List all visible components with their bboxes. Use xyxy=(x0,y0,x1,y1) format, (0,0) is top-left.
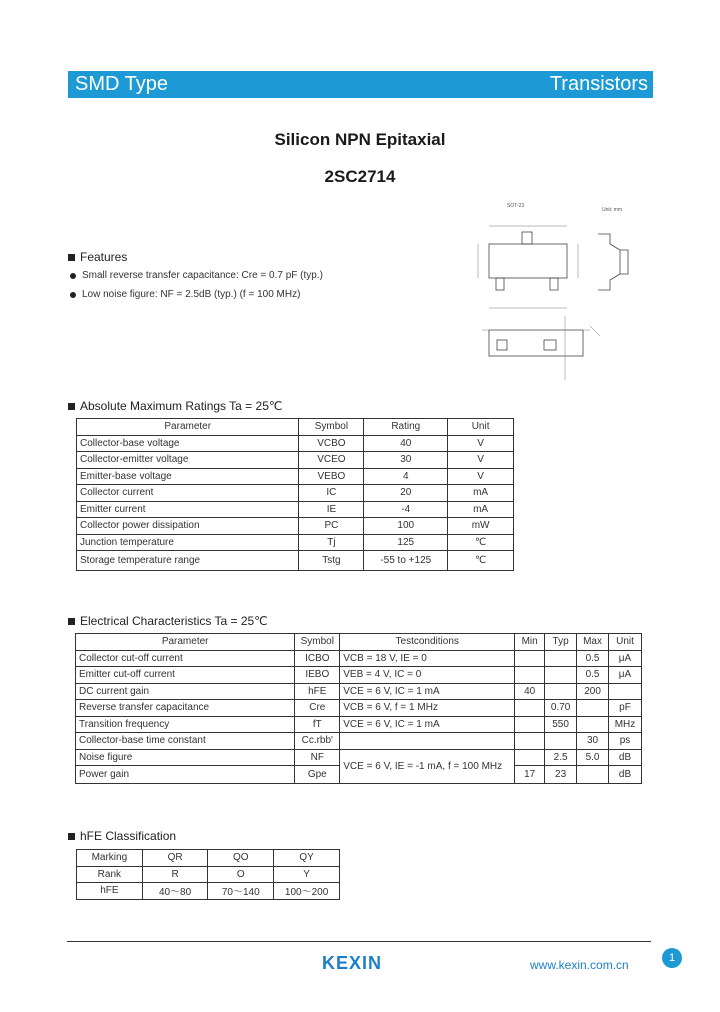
features-heading: Features xyxy=(68,250,127,264)
table-row: Noise figure NF VCE = 6 V, IE = -1 mA, f = 100 MHz 2.5 5.0 dB xyxy=(76,749,642,766)
footer-divider xyxy=(67,941,651,942)
package-top-body xyxy=(489,244,567,278)
feature-item: Small reverse transfer capacitance: Cre = 0.7 pF (typ.) xyxy=(70,270,323,281)
table-row: DC current gain hFE VCE = 6 V, IC = 1 mA 40 200 xyxy=(76,683,642,700)
square-bullet-icon xyxy=(68,403,75,410)
table-row: Rank R O Y xyxy=(77,866,340,883)
table-row: Collector-emitter voltage VCEO 30 V xyxy=(77,452,514,469)
package-name-label: SOT-23 xyxy=(507,203,525,209)
abs-max-heading: Absolute Maximum Ratings Ta = 25℃ xyxy=(68,399,282,413)
bullet-icon xyxy=(70,273,76,279)
page-title: Silicon NPN Epitaxial xyxy=(274,130,446,149)
table-header-row: Parameter Symbol Rating Unit xyxy=(77,419,514,436)
elec-table xyxy=(75,633,642,784)
package-unit-label: Unit: mm xyxy=(602,207,622,213)
table-row: hFE 40～80 70～140 100～200 xyxy=(77,883,340,900)
table-row: Transition frequency fT VCE = 6 V, IC = 1 mA 550 MHz xyxy=(76,716,642,733)
square-bullet-icon xyxy=(68,618,75,625)
header-right-text: Transistors xyxy=(549,73,648,95)
header-left-text: SMD Type xyxy=(75,73,168,95)
table-row: Reverse transfer capacitance Cre VCB = 6 V, f = 1 MHz 0.70 pF xyxy=(76,700,642,717)
table-row: Storage temperature range Tstg -55 to +125 ℃ xyxy=(77,551,514,571)
table-row: Collector power dissipation PC 100 mW xyxy=(77,518,514,535)
square-bullet-icon xyxy=(68,254,75,261)
package-side-view xyxy=(598,234,620,290)
table-row: Collector-base time constant Cc.rbb' 30 ps xyxy=(76,733,642,750)
merged-test-condition: VCE = 6 V, IE = -1 mA, f = 100 MHz xyxy=(340,749,515,784)
package-outline-drawing xyxy=(470,196,660,386)
pin-3 xyxy=(522,232,532,244)
table-header-row: Parameter Symbol Testconditions Min Typ Max Unit xyxy=(76,634,642,651)
feature-item: Low noise figure: NF = 2.5dB (typ.) (f = 100 MHz) xyxy=(70,289,300,300)
page-number-badge: 1 xyxy=(662,948,682,968)
elec-heading: Electrical Characteristics Ta = 25℃ xyxy=(68,614,268,628)
table-row: Emitter cut-off current IEBO VEB = 4 V, IC = 0 0.5 μA xyxy=(76,667,642,684)
table-row: Collector current IC 20 mA xyxy=(77,485,514,502)
hfe-heading: hFE Classification xyxy=(68,829,176,843)
part-number: 2SC2714 xyxy=(324,167,396,186)
footer-url-link[interactable]: www.kexin.com.cn xyxy=(530,958,629,972)
table-row: Collector cut-off current ICBO VCB = 18 V, IE = 0 0.5 μA xyxy=(76,650,642,667)
table-row: Power gain Gpe 17 23 dB xyxy=(76,766,642,784)
header-band xyxy=(68,71,653,98)
square-bullet-icon xyxy=(68,833,75,840)
table-row: Junction temperature Tj 125 ℃ xyxy=(77,534,514,551)
kexin-logo: KEXIN xyxy=(322,953,383,973)
table-row: Emitter current IE -4 mA xyxy=(77,501,514,518)
pin-2 xyxy=(550,278,558,290)
pin-1 xyxy=(496,278,504,290)
table-row: Collector-base voltage VCBO 40 V xyxy=(77,435,514,452)
hfe-table xyxy=(76,849,340,900)
table-row: Marking QR QO QY xyxy=(77,850,340,867)
package-bottom-view xyxy=(489,330,583,356)
table-row: Emitter-base voltage VEBO 4 V xyxy=(77,468,514,485)
abs-max-table xyxy=(76,418,514,571)
bullet-icon xyxy=(70,292,76,298)
